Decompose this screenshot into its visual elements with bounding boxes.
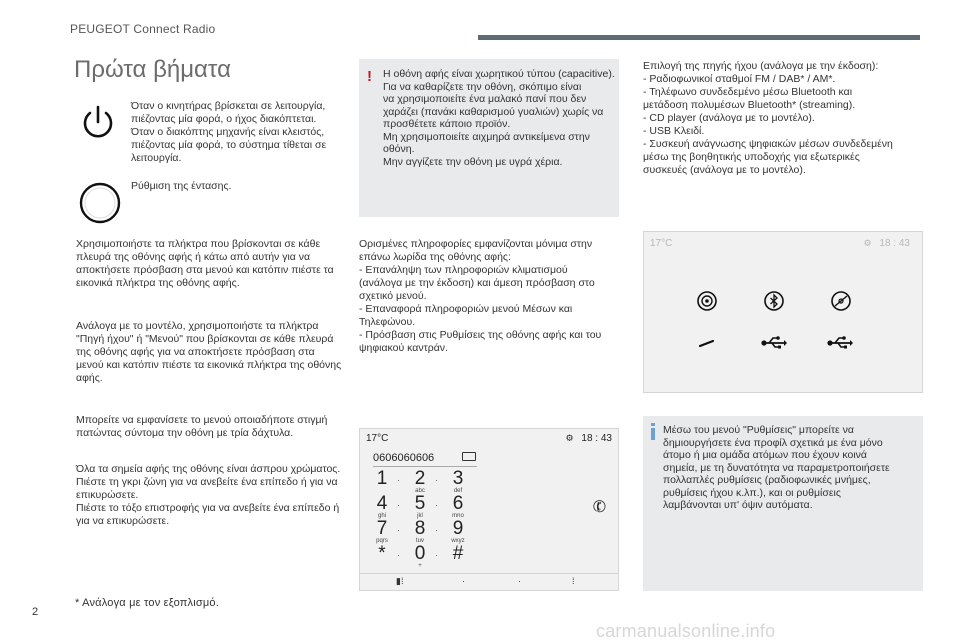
keypad-dot: · — [397, 475, 400, 485]
key-8[interactable]: 8 tuv — [414, 518, 426, 544]
list-item: - USB Κλειδί. — [643, 125, 705, 137]
key-5[interactable]: 5 jkl — [414, 493, 426, 519]
list-item: - CD player (ανάλογα με το μοντέλο). — [643, 112, 815, 124]
radio-source-icon[interactable] — [696, 290, 718, 312]
list-item: - Επανάληψη των πληροφοριών κλιματισμού (ανάλογα με την έκδοση) και άμεση πρόσβαση στο σχετικό μενού. — [359, 264, 595, 302]
settings-gear-icon[interactable]: ⚙ — [565, 433, 574, 443]
sources-intro: Επιλογή της πηγής ήχου (ανάλογα με την έκδοση): — [643, 60, 879, 72]
usb-source-icon[interactable] — [760, 332, 788, 354]
para-keys: Χρησιμοποιήστε τα πλήκτρα που βρίσκονται σε κάθε πλευρά της οθόνης αφής ή κάτω από αυτήν για να αποκτήσετε πρόσβαση στα μενού και κατόπιν πιέστε τα εικονικά πλήκτρα της οθόνης αφής. — [76, 238, 334, 289]
para-touch-zones: Όλα τα σημεία αφής της οθόνης είναι άσπρου χρώματος. Πιέστε τη γκρι ζώνη για να ανεβείτε ένα επίπεδο ή για να επικυρώσετε. Πιέστε το τόξο επιστροφής για να ανεβείτε ένα επίπεδο ή για να επικυρώσετε. — [76, 463, 341, 527]
keypad-dot: · — [435, 550, 438, 560]
bottom-dot: · — [518, 576, 521, 586]
info-intro: Ορισμένες πληροφορίες εμφανίζονται μόνιμα στην επάνω λωρίδα της οθόνης αφής: — [359, 238, 593, 263]
key-9[interactable]: 9 wxyz — [451, 518, 465, 544]
key-hash[interactable]: # — [452, 543, 464, 564]
footnote: * Ανάλογα με τον εξοπλισμό. — [75, 597, 219, 609]
key-1[interactable]: 1 — [376, 468, 388, 489]
aux-jack-icon[interactable] — [696, 332, 718, 354]
bluetooth-source-icon[interactable] — [763, 290, 785, 312]
list-item: - Πρόσβαση στις Ρυθμίσεις της οθόνης αφής και του ψηφιακού καντράν. — [359, 329, 602, 354]
keypad-dot: · — [397, 550, 400, 560]
list-item: - Τηλέφωνο συνδεδεμένο μέσω Bluetooth και μετάδοση πολυμέσων Bluetooth* (streaming). — [643, 86, 856, 111]
header-product: PEUGEOT Connect Radio — [70, 22, 216, 36]
keypad-dot: · — [397, 525, 400, 535]
cd-source-icon[interactable] — [830, 290, 852, 312]
clock: 18 : 43 — [879, 238, 910, 249]
info-icon — [651, 428, 655, 440]
info-icon-dot — [651, 423, 655, 426]
warning-text: Η οθόνη αφής είναι χωρητικού τύπου (capacitive). Για να καθαρίζετε την οθόνη, σκόπιμο είναι να χρησιμοποιείτε ένα μαλακό πανί που δεν χαράζει (πανάκι καθαρισμού γυαλιών) χωρίς να προσθέτετε κάποιο προϊόν. Μη χρησιμοποιείτε αιχμηρά αντικείμενα στην οθόνη. Μην αγγίζετε την οθόνη με υγρά χέρια. — [383, 68, 615, 168]
power-icon — [78, 102, 118, 142]
call-handset-icon[interactable]: ✆ — [590, 497, 610, 518]
keypad-dot: · — [435, 525, 438, 535]
key-3[interactable]: 3 def — [452, 468, 464, 494]
temperature[interactable]: 17°C — [650, 238, 673, 249]
clock: 18 : 43 — [581, 433, 612, 444]
contacts-icon[interactable]: ▮⁞ — [396, 576, 404, 586]
key-6[interactable]: 6 mno — [452, 493, 464, 519]
keypad-dot: · — [435, 475, 438, 485]
temperature[interactable]: 17°C — [366, 433, 389, 444]
header-bar — [478, 35, 920, 40]
dialed-number: 0606060606 — [373, 452, 435, 464]
page-title: Πρώτα βήματα — [74, 56, 231, 83]
list-item: - Ραδιοφωνικοί σταθμοί FM / DAB* / AM*. — [643, 73, 836, 85]
sources-screen — [643, 231, 923, 393]
dialer-bottom-bar — [360, 573, 618, 590]
para-source-menu: Ανάλογα με το μοντέλο, χρησιμοποιήστε τα πλήκτρα "Πηγή ήχου" ή "Μενού" που βρίσκονται σε κάθε πλευρά της οθόνης αφής για να αποκτήσετε πρόσβαση στα μενού και κατόπιν πιέστε τα εικονικά πλήκτρα της οθόνης αφής. — [76, 320, 342, 384]
key-star[interactable]: * — [378, 543, 386, 564]
bottom-dot: · — [462, 576, 465, 586]
keypad-dot: · — [397, 500, 400, 510]
dialer-screen — [359, 428, 619, 591]
warning-icon: ! — [367, 68, 372, 85]
page-number: 2 — [32, 606, 39, 618]
key-4[interactable]: 4 ghi — [376, 493, 388, 519]
more-icon[interactable]: ⁞ — [572, 576, 575, 586]
power-text: Όταν ο κινητήρας βρίσκεται σε λειτουργία, πιέζοντας μία φορά, ο ήχος διακόπτεται. Όταν ο διακόπτης μηχανής είναι κλειστός, πιέζοντας μία φορά, το σύστημα τίθεται σε λειτουργία. — [131, 100, 327, 164]
number-underline — [373, 466, 477, 467]
key-2[interactable]: 2 abc — [414, 468, 426, 494]
usb-source-2-icon[interactable] — [826, 332, 854, 354]
key-0[interactable]: 0 + — [414, 543, 426, 569]
para-three-fingers: Μπορείτε να εμφανίσετε το μενού οποιαδήποτε στιγμή πατώντας σύντομα την οθόνη με τρία δάχτυλα. — [76, 414, 328, 439]
warning-note — [359, 59, 619, 217]
list-item: - Επαναφορά πληροφοριών μενού Μέσων και Τηλεφώνου. — [359, 303, 573, 328]
settings-gear-icon[interactable]: ⚙ — [863, 238, 872, 248]
tip-note — [643, 416, 923, 591]
keypad-dot: · — [435, 500, 438, 510]
list-item: - Συσκευή ανάγνωσης ψηφιακών μέσων συνδεδεμένη μέσω της βοηθητικής υποδοχής για εξωτερικές συσκευές (ανάλογα με το μοντέλο). — [643, 138, 893, 176]
status-bar — [360, 429, 618, 447]
watermark: carmanualsonline.info — [596, 621, 776, 640]
tip-text: Μέσω του μενού "Ρυθμίσεις" μπορείτε να δημιουργήσετε ένα προφίλ σχετικά με ένα μόνο άτομο ή μια ομάδα ατόμων που έχουν κοινά σημεία, με τη δυνατότητα να παραμετροποιήσετε πολλαπλές ρυθμίσεις (ραδιοφωνικές μνήμες, ρυθμίσεις ήχου κ.λπ.), και οι ρυθμίσεις λαμβάνονται υπ' όψιν αυτόματα. — [663, 424, 890, 511]
backspace-icon[interactable] — [462, 452, 476, 461]
key-7[interactable]: 7 pqrs — [376, 518, 388, 544]
knob-text: Ρύθμιση της έντασης. — [131, 180, 232, 192]
volume-knob-icon — [77, 180, 123, 226]
